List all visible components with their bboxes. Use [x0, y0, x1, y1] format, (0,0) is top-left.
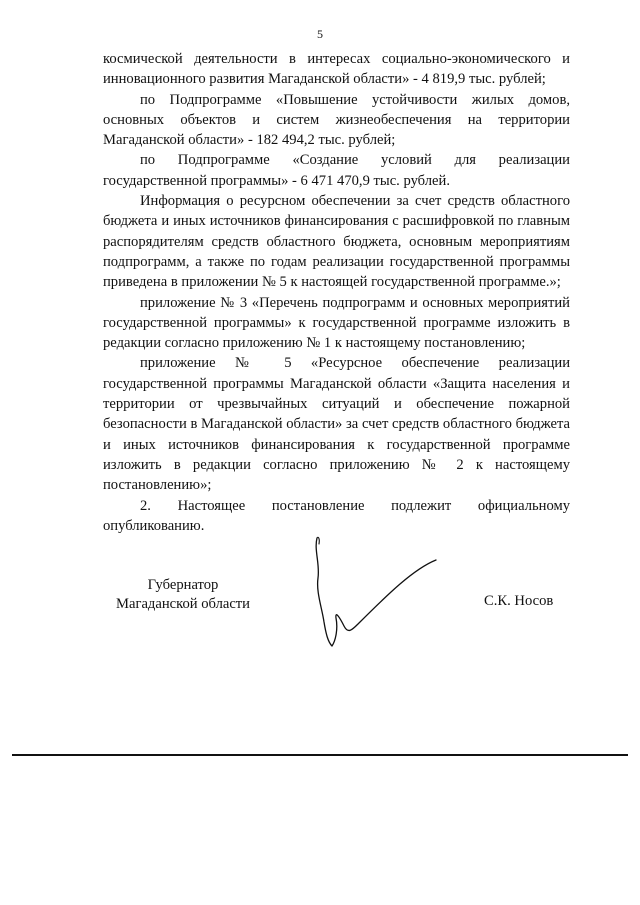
paragraph-appendix-3: приложение № 3 «Перечень подпрограмм и основных мероприятий государственной программы» к государственной программе изложить в редакции согласно приложению № 1 к настоящему постановлению; — [103, 294, 570, 352]
paragraph-subprogram-conditions: по Подпрограмме «Создание условий для реализации государственной программы» - 6 471 470,9 тыс. рублей. — [103, 152, 570, 189]
signatory-name: С.К. Носов — [484, 593, 554, 609]
page-number: 5 — [317, 27, 323, 41]
document-body — [103, 49, 570, 536]
paragraph-appendix-5: приложение № 5 «Ресурсное обеспечение реализации государственной программы Магаданской области «Защита населения и территории от чрезвычайных ситуаций и обеспечение пожарной безопасности в Магаданской области» за счет средств областного бюджета и иных источников финансирования к государственной программе изложить в редакции согласно приложению № 2 к настоящему постановлению»; — [103, 355, 570, 494]
signatory-title — [103, 576, 263, 614]
paragraph-continuation: космической деятельности в интересах социально-экономического и инновационного развития Магаданской области» - 4 819,9 тыс. рублей; — [103, 51, 570, 88]
paragraph-subprogram-housing: по Подпрограмме «Повышение устойчивости жилых домов, основных объектов и систем жизнеобеспечения на территории Магаданской области» - 182 494,2 тыс. рублей; — [103, 91, 570, 149]
signatory-title-line1: Губернатор — [147, 577, 219, 593]
signatory-title-line2: Магаданской области — [116, 596, 250, 612]
paragraph-publication: 2. Настоящее постановление подлежит официальному опубликованию. — [103, 497, 570, 534]
paragraph-resource-info: Информация о ресурсном обеспечении за счет средств областного бюджета и иных источников финансирования с расшифровкой по главным распорядителям средств областного бюджета, основным мероприятиям подпрограмм, а также по годам реализации государственной программы приведена в приложении № 5 к настоящей государственной программе.»; — [103, 193, 570, 291]
handwritten-signature — [300, 530, 450, 648]
bottom-divider — [12, 754, 628, 756]
